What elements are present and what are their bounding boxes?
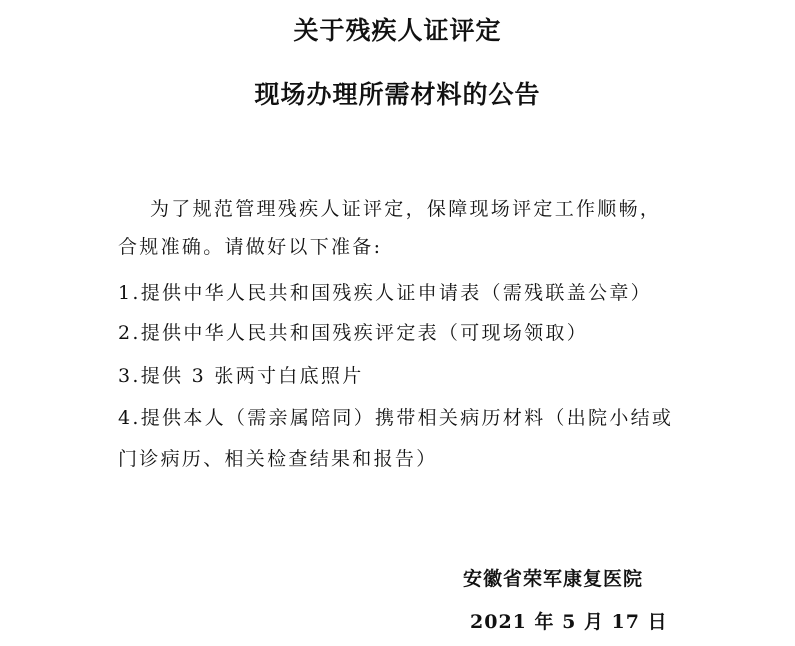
- requirement-item-4-continued: 门诊病历、相关检查结果和报告）: [118, 448, 438, 470]
- signature-organization: 安徽省荣军康复医院: [463, 568, 644, 590]
- requirement-item-1: 1.提供中华人民共和国残疾人证申请表（需残联盖公章）: [118, 282, 652, 304]
- requirement-item-3: 3.提供 3 张两寸白底照片: [118, 365, 364, 387]
- intro-line-2: 合规准确。请做好以下准备:: [118, 236, 383, 258]
- title-line-1: 关于残疾人证评定: [293, 16, 502, 45]
- signature-date: 2021 年 5 月 17 日: [470, 611, 668, 633]
- title-line-2: 现场办理所需材料的公告: [254, 80, 541, 109]
- requirement-item-2: 2.提供中华人民共和国残疾评定表（可现场领取）: [118, 322, 589, 344]
- requirement-item-4: 4.提供本人（需亲属陪同）携带相关病历材料（出院小结或: [118, 407, 674, 429]
- intro-line-1: 为了规范管理残疾人证评定，保障现场评定工作顺畅，: [150, 198, 662, 220]
